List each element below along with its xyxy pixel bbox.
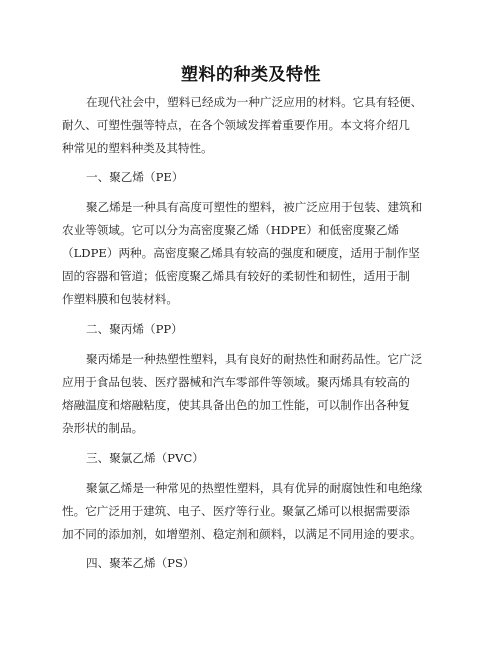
paragraph-line: 应用于食品包装、医疗器械和汽车零部件等领域。聚丙烯具有较高的 <box>62 375 410 389</box>
section-heading-pp: 二、聚丙烯（PP） <box>86 322 183 336</box>
section-heading-pvc: 三、聚氯乙烯（PVC） <box>86 451 204 465</box>
paragraph-line: 性。它广泛用于建筑、电子、医疗等行业。聚氯乙烯可以根据需要添 <box>62 504 410 518</box>
paragraph-line: 杂形状的制品。 <box>62 421 144 435</box>
document-title: 塑料的种类及特性 <box>181 65 321 85</box>
intro-line: 耐久、可塑性强等特点，在各个领域发挥着重要作用。本文将介绍几 <box>62 118 410 132</box>
intro-line: 种常见的塑料种类及其特性。 <box>62 141 213 155</box>
section-heading-pe: 一、聚乙烯（PE） <box>86 170 184 184</box>
paragraph-line: 固的容器和管道；低密度聚乙烯具有较好的柔韧性和韧性，适用于制 <box>62 269 410 283</box>
section-heading-ps: 四、聚苯乙烯（PS） <box>86 556 195 570</box>
paragraph-line: 农业等领域。它可以分为高密度聚乙烯（HDPE）和低密度聚乙烯 <box>62 223 400 237</box>
paragraph-line: 聚乙烯是一种具有高度可塑性的塑料，被广泛应用于包装、建筑和 <box>86 200 423 214</box>
paragraph-line: 熔融温度和熔融粘度，使其具备出色的加工性能，可以制作出各种复 <box>62 398 410 412</box>
paragraph-line: （LDPE）两种。高密度聚乙烯具有较高的强度和硬度，适用于制作坚 <box>62 246 420 260</box>
paragraph-line: 作塑料膜和包装材料。 <box>62 292 178 306</box>
paragraph-line: 加不同的添加剂，如增塑剂、稳定剂和颜料，以满足不同用途的要求。 <box>62 527 422 541</box>
intro-line: 在现代社会中，塑料已经成为一种广泛应用的材料。它具有轻便、 <box>86 95 423 109</box>
paragraph-line: 聚丙烯是一种热塑性塑料，具有良好的耐热性和耐药品性。它广泛 <box>86 352 423 366</box>
paragraph-line: 聚氯乙烯是一种常见的热塑性塑料，具有优异的耐腐蚀性和电绝缘 <box>86 481 423 495</box>
